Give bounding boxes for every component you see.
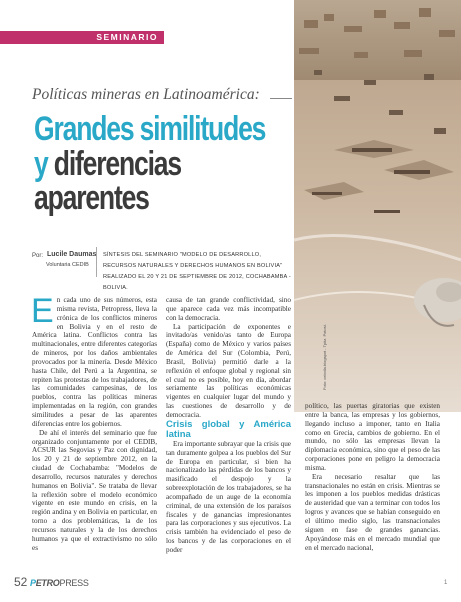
title-line-3: aparentes [34,179,149,217]
title-line-2-y: y [34,145,48,183]
section-label: SEMINARIO [96,32,158,42]
logo-press: PRESS [59,578,89,588]
body-paragraph-1-text: n cada uno de sus números, esta misma revista, Petropress, lleva la crónica de los conflictos mineros en Bolivia y en el resto de América latina. Conflictos contra las multinacionales, entre diferentes categorías de mineros, por los daños ambientales provocados por la minería. Desde México hasta Chile, del Perú a la Argentina, se repiten las protestas de los trabajadores, de las comunidades campesinas, de los pueblos, contra las políticas mineras implementadas en la región, con grandes similitudes a pesar de las aparentes diferencias entre los gobiernos. [32,296,157,428]
body-column-2 [166,296,291,555]
drop-cap: E [31,292,54,330]
logo-etro: ETRO [35,578,60,588]
section-band [0,31,164,44]
body-paragraph-2: De ahí el interés del seminario que fue organizado conjuntamente por el CEDIB, ACSUR las Segovias y Paz con dignidad, los 20 y 21 de septiembre 2012, en la ciudad de Cochabamba: "Modelos de desarrollo, recursos naturales y derechos humanos en Bolivia". Se trataba de llevar la reflexión sobre el modelo económico vigente en este mundo en crisis, en la región andina y en Bolivia en particular, en torno a dos problemáticas, la de los recursos naturales y la de los derechos humanos ya que el extractivismo no sólo es [32,428,157,552]
title-line-2-rest: diferencias [53,145,181,183]
author-role: Voluntaria CEDIB [46,262,89,268]
logo-p: P [30,578,36,588]
kicker-rule [270,98,292,99]
body-column-1 [31,292,157,552]
photo-credit: Foto: cebolla.blogspot - Tpitz. Potosí. [322,324,327,390]
page-corner-mark: 1 [444,580,448,586]
title-line-2 [34,147,181,181]
body-paragraph-1 [31,292,157,429]
body-paragraph-7: Era necesario resaltar que las transnacionales no están en crisis. Mientras se les imponen a los pueblos medidas drásticas de austeridad que van a terminar con todos los logros y avances que se habían conseguido en el último medio siglo, las transnacionales siguen en fase de grandes ganancias. Apoyándose más en el mercado mundial que en el mercado nacional, [305,472,440,552]
author-prefix: Por: [32,253,44,259]
body-paragraph-6: político, las puertas giratorias que existen entre la banca, las empresas y los gobiernos, llegando incluso a imponer, tanto en Italia como en Grecia, cambios de gobierno. En el mundo, no sólo las empresas llevan la diplomacia económica, sino que el peso de las corporaciones pone en peligro la democracia misma. [305,402,440,472]
article-synopsis: SÍNTESIS DEL SEMINARIO "MODELO DE DESARROLLO, RECURSOS NATURALES Y DERECHOS HUMANOS EN BOLIVIA" REALIZADO EL 20 Y 21 DE SEPTIEMBRE DE 2012, COCHABAMBA - BOLIVIA. [103,252,291,291]
author-divider [96,247,97,277]
article-kicker: Políticas mineras en Latinoamérica: [32,86,260,103]
petropress-logo [30,578,89,588]
body-paragraph-5: Era importante subrayar que la crisis que tan duramente golpea a los pueblos del Sur de Europa en particular, si bien ha nacionalizado las pérdidas de los bancos y masificado el despojo y la sobreexplotación de los trabajadores, se ha acompañado de un auge de la economía criminal, de una extensión de los paraísos fiscales y de ganancias impresionantes para las corporaciones y sus ejecutivos. La crisis también ha evidenciado el peso de los bancos y de las corporaciones en el poder [166,439,291,554]
body-paragraph-4: La participación de exponentes e invitado/as venido/as tanto de Europa (España) como de México y varios países de América del Sur (Colombia, Perú, Brasil, Bolivia) permitió darle a la reflexión el enfoque global y regional sin el cual no es posible, hoy en día, abordar seriamente las políticas económicas vigentes en cualquier lugar del mundo y las cuestiones de desarrollo y de democracia. [166,322,291,419]
title-line-1: Grandes similitudes [34,110,266,148]
author-name: Lucile Daumas [47,251,97,258]
mining-town-photo [294,0,461,412]
subheading-crisis: Crisis global y América latina [166,418,291,440]
body-paragraph-3: causa de tan grande conflictividad, sino que aparece cada vez más incompatible con la democracia. [166,296,291,322]
page-number: 52 [14,575,28,589]
body-column-3 [305,402,440,552]
